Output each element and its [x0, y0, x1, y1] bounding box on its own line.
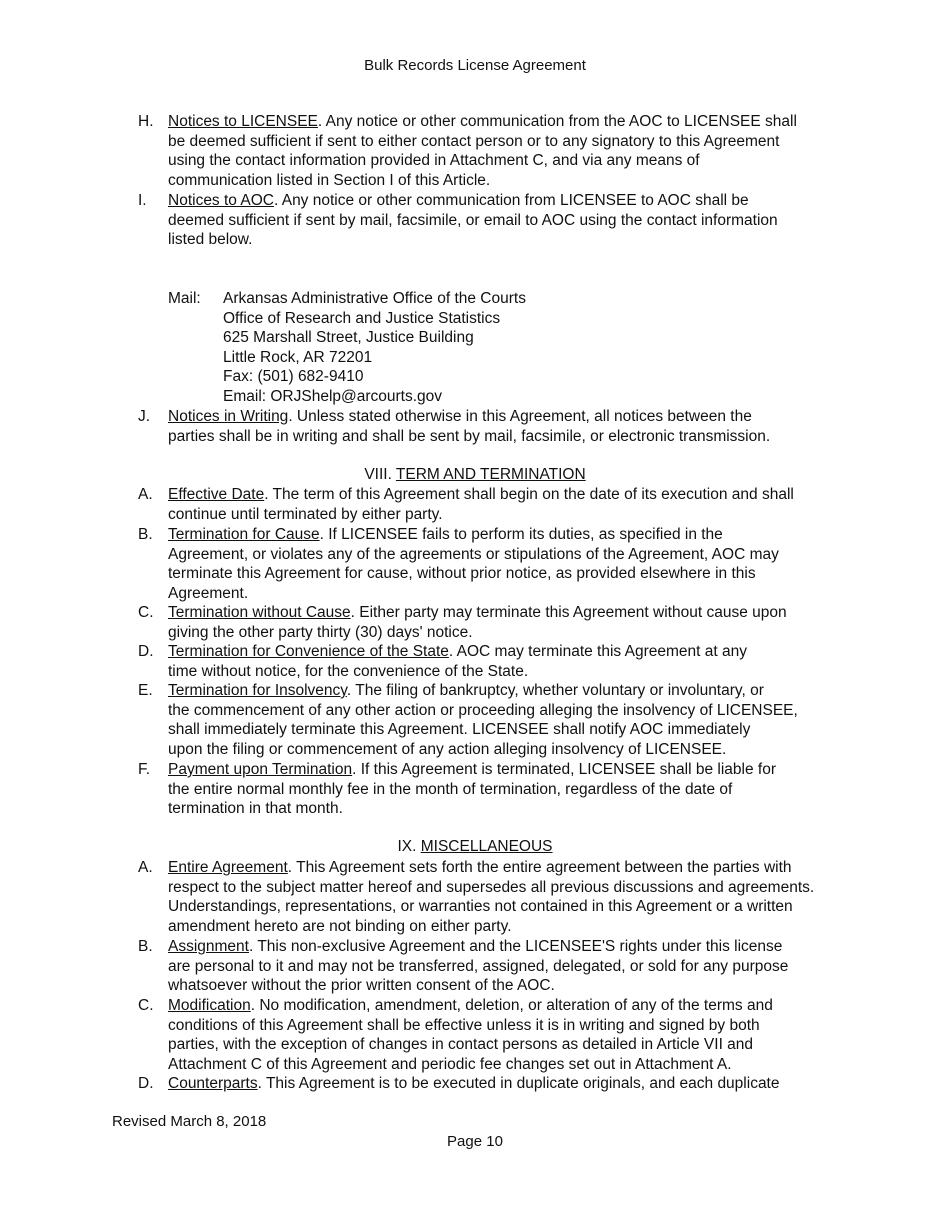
section-title: TERM AND TERMINATION — [395, 466, 586, 483]
clause-title: Termination for Insolvency — [168, 682, 347, 699]
clause-line: Attachment C of this Agreement and periodic fee changes set out in Attachment A. — [168, 1055, 732, 1073]
address-line: Little Rock, AR 72201 — [223, 348, 373, 366]
clause-letter: J. — [138, 408, 151, 425]
address-line: Arkansas Administrative Office of the Courts — [223, 290, 526, 307]
clause-8d — [138, 642, 848, 681]
clause-8b — [138, 525, 848, 603]
clause-8f — [138, 760, 848, 819]
clause-line: communication listed in Section I of this Article. — [168, 171, 491, 189]
clause-title: Effective Date — [168, 486, 265, 503]
clause-line: amendment hereto are not binding on either party. — [168, 917, 512, 935]
clause-line: Agreement, or violates any of the agreements or stipulations of the Agreement, AOC may — [168, 545, 779, 563]
clause-letter: B. — [138, 526, 153, 543]
clause-8a — [138, 485, 848, 524]
revision-date: Revised March 8, 2018 — [112, 1113, 267, 1130]
clause-line: are personal to it and may not be transferred, assigned, delegated, or sold for any purpose — [168, 957, 789, 975]
clause-8c — [138, 603, 848, 642]
mail-address-block — [168, 289, 526, 407]
clause-line: giving the other party thirty (30) days' notice. — [168, 623, 473, 641]
clause-letter: C. — [138, 604, 154, 621]
clause-title: Termination without Cause — [168, 604, 351, 621]
clause-title: Notices to AOC — [168, 192, 274, 209]
clause-line: deemed sufficient if sent by mail, facsimile, or email to AOC using the contact information — [168, 211, 778, 229]
clause-8e — [138, 681, 848, 759]
clause-letter: H. — [138, 113, 154, 130]
clause-line: . The term of this Agreement shall begin on the date of its execution and shall — [264, 486, 794, 503]
clause-letter: A. — [138, 859, 153, 876]
clause-line: . Either party may terminate this Agreement without cause upon — [350, 604, 787, 621]
clause-title: Notices in Writing — [168, 408, 289, 425]
clause-line: using the contact information provided in Attachment C, and via any means of — [168, 152, 700, 170]
clause-letter: D. — [138, 1075, 154, 1092]
page-number: Page 10 — [447, 1133, 503, 1150]
section-8-heading — [0, 466, 950, 484]
clause-title: Modification — [168, 997, 251, 1014]
clause-title: Entire Agreement — [168, 859, 288, 876]
clause-line: . Any notice or other communication from LICENSEE to AOC shall be — [273, 192, 749, 209]
clause-line: . No modification, amendment, deletion, or alteration of any of the terms and — [250, 997, 773, 1014]
clause-line: . Any notice or other communication from the AOC to LICENSEE shall — [317, 113, 797, 130]
page-header: Bulk Records License Agreement — [364, 57, 586, 74]
clause-line: Understandings, representations, or warranties not contained in this Agreement or a written — [168, 898, 793, 916]
clause-letter: A. — [138, 486, 153, 503]
clause-9b — [138, 937, 848, 996]
clause-line: time without notice, for the convenience of the State. — [168, 662, 529, 680]
clause-line: the commencement of any other action or proceeding alleging the insolvency of LICENSEE, — [168, 701, 798, 719]
clause-j — [138, 407, 848, 446]
clause-title: Notices to LICENSEE — [168, 113, 318, 130]
email-line: Email: ORJShelp@arcourts.gov — [223, 387, 443, 405]
section-number: VIII. — [364, 466, 392, 483]
mail-label: Mail: — [168, 290, 201, 307]
clause-line: listed below. — [168, 231, 253, 249]
clause-letter: C. — [138, 997, 154, 1014]
address-line: 625 Marshall Street, Justice Building — [223, 329, 474, 347]
clause-letter: E. — [138, 682, 153, 699]
clause-title: Termination for Convenience of the State — [168, 643, 449, 660]
clause-i — [138, 191, 848, 250]
clause-9c — [138, 996, 848, 1074]
clause-letter: D. — [138, 643, 154, 660]
clause-line: termination in that month. — [168, 800, 343, 818]
clause-line: . This non-exclusive Agreement and the LICENSEE'S rights under this license — [248, 938, 783, 955]
clause-line: the entire normal monthly fee in the month of termination, regardless of the date of — [168, 780, 733, 798]
clause-letter: I. — [138, 192, 147, 209]
clause-line: parties shall be in writing and shall be sent by mail, facsimile, or electronic transmission. — [168, 427, 771, 445]
clause-line: . If this Agreement is terminated, LICENSEE shall be liable for — [352, 761, 776, 778]
clause-letter: B. — [138, 938, 153, 955]
clause-h — [138, 112, 848, 190]
fax-line: Fax: (501) 682-9410 — [223, 368, 364, 386]
clause-line: terminate this Agreement for cause, without prior notice, as provided elsewhere in this — [168, 565, 756, 583]
clause-line: . This Agreement is to be executed in duplicate originals, and each duplicate — [257, 1075, 780, 1092]
clause-line: shall immediately terminate this Agreement. LICENSEE shall notify AOC immediately — [168, 721, 751, 739]
clause-line: . This Agreement sets forth the entire agreement between the parties with — [287, 859, 792, 876]
clause-line: respect to the subject matter hereof and supersedes all previous discussions and agreements. — [168, 878, 815, 896]
clause-line: parties, with the exception of changes in contact persons as detailed in Article VII and — [168, 1036, 754, 1054]
section-number: IX. — [397, 838, 417, 855]
section-title: MISCELLANEOUS — [420, 838, 553, 855]
section-9-heading — [0, 838, 950, 856]
clause-line: . AOC may terminate this Agreement at any — [448, 643, 747, 660]
clause-line: upon the filing or commencement of any action alleging insolvency of LICENSEE. — [168, 740, 727, 758]
clause-line: continue until terminated by either party. — [168, 505, 443, 523]
clause-title: Assignment — [168, 938, 249, 955]
clause-letter: F. — [138, 761, 151, 778]
clause-line: whatsoever without the prior written consent of the AOC. — [168, 977, 555, 995]
clause-line: . If LICENSEE fails to perform its duties, as specified in the — [319, 526, 723, 543]
clause-line: . The filing of bankruptcy, whether voluntary or involuntary, or — [346, 682, 764, 699]
clause-9d — [138, 1074, 848, 1094]
clause-title: Termination for Cause — [168, 526, 320, 543]
clause-line: Agreement. — [168, 584, 249, 602]
clause-line: conditions of this Agreement shall be effective unless it is in writing and signed by both — [168, 1016, 760, 1034]
clause-line: . Unless stated otherwise in this Agreement, all notices between the — [288, 408, 752, 425]
clause-title: Counterparts — [168, 1075, 258, 1092]
clause-title: Payment upon Termination — [168, 761, 353, 778]
clause-9a — [138, 858, 848, 936]
clause-line: be deemed sufficient if sent to either contact person or to any signatory to this Agreement — [168, 132, 780, 150]
address-line: Office of Research and Justice Statistics — [223, 309, 501, 327]
